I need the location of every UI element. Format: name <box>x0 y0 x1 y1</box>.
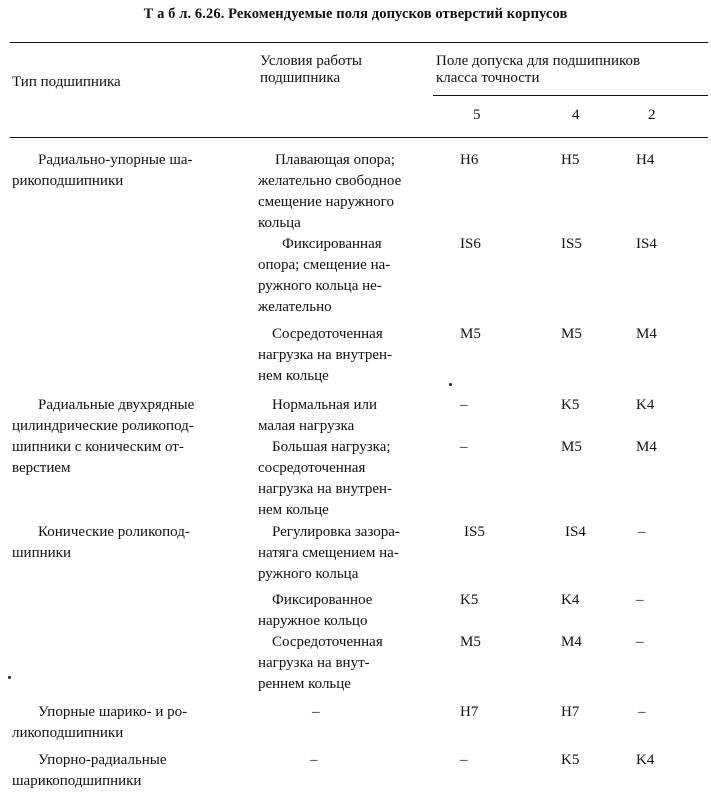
condition-line: Регулировка зазора- <box>272 524 400 540</box>
bearing-type-line: Радиальные двухрядные <box>38 397 195 413</box>
bearing-type-line: верстием <box>12 460 71 476</box>
header-col-conditions-line1: Условия работы <box>260 53 362 69</box>
tolerance-class-2: – <box>638 524 646 540</box>
condition-line: опора; смещение на- <box>258 257 391 273</box>
condition-line: Сосредоточенная <box>272 326 383 342</box>
tolerance-class-5: – <box>460 397 468 413</box>
condition-line: Сосредоточенная <box>272 634 383 650</box>
bearing-type-line: Упорные шарико- и ро- <box>38 704 188 720</box>
header-bottom-rule <box>10 137 708 138</box>
condition-line: малая нагрузка <box>258 418 355 434</box>
tolerance-class-5: M5 <box>460 326 481 342</box>
tolerance-class-4: K5 <box>561 397 580 413</box>
tolerance-class-4: H5 <box>561 152 580 168</box>
condition-line: кольца <box>258 215 301 231</box>
table-title: Т а б л. 6.26. Рекомендуемые поля допусков отверстий корпусов <box>143 6 568 22</box>
tolerance-class-5: H7 <box>460 704 479 720</box>
tolerance-class-2: M4 <box>636 439 657 455</box>
tolerance-class-2: K4 <box>636 752 655 768</box>
tolerance-class-2: K4 <box>636 397 655 413</box>
tolerance-class-5: IS5 <box>464 524 485 540</box>
condition-line: нем кольце <box>258 502 329 518</box>
bearing-type-line: шарикоподшипники <box>12 773 142 789</box>
header-class-2: 2 <box>648 107 656 123</box>
condition-line: ружного кольца <box>258 566 359 582</box>
condition-line: нагрузка на внутрен- <box>258 481 392 497</box>
tolerance-class-2: – <box>636 634 644 650</box>
tolerance-class-4: H7 <box>561 704 580 720</box>
header-class-4: 4 <box>572 107 580 123</box>
condition-line: – <box>310 752 318 768</box>
scan-speck <box>449 383 452 386</box>
condition-line: смещение наружного <box>258 194 394 210</box>
tolerance-class-5: – <box>460 439 468 455</box>
bearing-type-line: шипники с коническим от- <box>12 439 184 455</box>
condition-line: желательно свободное <box>258 173 402 189</box>
bearing-type-line: Конические роликопод- <box>38 524 190 540</box>
condition-line: Нормальная или <box>272 397 377 413</box>
condition-line: нагрузка на внутрен- <box>258 347 392 363</box>
tolerance-class-4: M4 <box>561 634 582 650</box>
condition-line: Большая нагрузка; <box>272 439 391 455</box>
condition-line: нагрузка на внут- <box>258 655 370 671</box>
tolerance-class-2: H4 <box>636 152 655 168</box>
header-class-5: 5 <box>473 107 481 123</box>
condition-line: нем кольце <box>258 368 329 384</box>
tolerance-class-2: M4 <box>636 326 657 342</box>
condition-line: Плавающая опора; <box>275 152 395 168</box>
tolerance-class-5: – <box>460 752 468 768</box>
tolerance-class-2: IS4 <box>636 236 657 252</box>
bearing-type-line: Упорно-радиальные <box>38 752 167 768</box>
header-col-conditions-line2: подшипника <box>260 70 341 86</box>
header-col-field-line1: Поле допуска для подшипников <box>436 53 641 69</box>
tolerance-class-4: K5 <box>561 752 580 768</box>
tolerance-class-2: – <box>638 704 646 720</box>
scan-speck <box>8 676 11 679</box>
tolerance-class-5: M5 <box>460 634 481 650</box>
bearing-type-line: шипники <box>12 545 71 561</box>
condition-line: желательно <box>258 299 332 315</box>
class-subheader-rule <box>433 95 708 96</box>
tolerance-class-5: K5 <box>460 592 479 608</box>
bearing-type-line: ликоподшипники <box>12 725 124 741</box>
bearing-type-line: Радиально-упорные ша- <box>38 152 193 168</box>
tolerance-class-4: K4 <box>561 592 580 608</box>
tolerance-class-4: IS5 <box>561 236 582 252</box>
condition-line: ружного кольца не- <box>258 278 382 294</box>
header-col-type: Тип подшипника <box>12 74 121 90</box>
bearing-type-line: рикоподшипники <box>12 173 124 189</box>
tolerance-class-2: – <box>636 592 644 608</box>
condition-line: наружное кольцо <box>258 613 368 629</box>
tolerance-class-5: IS6 <box>460 236 481 252</box>
condition-line: Фиксированная <box>282 236 382 252</box>
condition-line: сосредоточенная <box>258 460 366 476</box>
condition-line: натяга смещением на- <box>258 545 399 561</box>
condition-line: реннем кольце <box>258 676 351 692</box>
tolerance-class-4: M5 <box>561 439 582 455</box>
top-rule <box>10 42 708 43</box>
tolerance-class-5: H6 <box>460 152 479 168</box>
header-col-field-line2: класса точности <box>436 70 540 86</box>
bearing-type-line: цилиндрические роликопод- <box>12 418 194 434</box>
tolerance-class-4: M5 <box>561 326 582 342</box>
condition-line: Фиксированное <box>272 592 373 608</box>
tolerance-class-4: IS4 <box>565 524 586 540</box>
condition-line: – <box>312 704 320 720</box>
